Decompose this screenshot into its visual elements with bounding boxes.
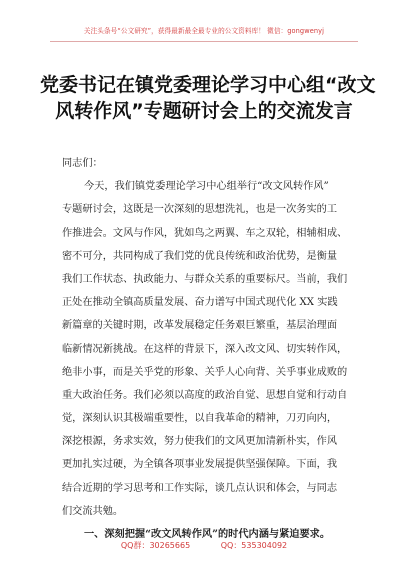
footer-qq-group: QQ群：30265665 [120,541,191,550]
paragraph-line: 们交流共勉。 [62,505,124,517]
paragraph-line: 临新情况新挑战。在这样的背景下，深入改文风、切实转作风， [62,343,348,355]
paragraph-line: 重大政治任务。我们必须以高度的政治自觉、思想自觉和行动自 [62,389,348,401]
title-line-1: 党委书记在镇党委理论学习中心组“改文 [40,74,376,96]
title-line-2: 风转作风”专题研讨会上的交流发言 [55,100,353,122]
document-title [40,72,376,124]
header-divider [50,41,358,42]
header-promo-note: 关注头条号“公文研究”，获得最新最全最专业的公文资料库！ 微信：gongwenyj [83,27,325,35]
footer-contact [0,540,408,551]
document-body [62,152,352,546]
paragraph-line: 更加扎实过硬，为全镇各项事业发展提供坚强保障。下面，我 [62,459,338,471]
paragraph-line: 密不可分，共同构成了我们党的优良传统和政治优势，是衡量 [62,250,338,262]
paragraph-line: 结合近期的学习思考和工作实际，谈几点认识和体会，与同志 [62,482,338,494]
paragraph-line: 深挖根源，务求实效，努力使我们的文风更加清新朴实，作风 [62,436,338,448]
paragraph-line: 作推进会。文风与作风，犹如鸟之两翼、车之双轮，相辅相成、 [62,227,348,239]
paragraph-line: 今天，我们镇党委理论学习中心组举行“改文风转作风” [84,181,329,193]
salutation: 同志们： [62,158,103,169]
paragraph-line: 绝非小事，而是关乎党的形象、关乎人心向背、关乎事业成败的 [62,366,348,378]
paragraph-line: 觉，深刻认识其极端重要性，以自我革命的精神，刀刃向内， [62,413,338,425]
paragraph-line: 我们工作状态、执政能力、与群众关系的重要标尺。当前，我们 [62,273,348,285]
footer-qq: QQ：535304092 [220,541,288,550]
section-heading: 一、深刻把握“改文风转作风”的时代内涵与紧迫要求。 [84,528,331,540]
paragraph-line: 新篇章的关键时期，改革发展稳定任务艰巨繁重，基层治理面 [62,320,338,332]
paragraph-line: 专题研讨会，这既是一次深刻的思想洗礼，也是一次务实的工 [62,204,338,216]
paragraph-line: 正处在推动全镇高质量发展、奋力谱写中国式现代化 XX 实践 [62,297,338,309]
